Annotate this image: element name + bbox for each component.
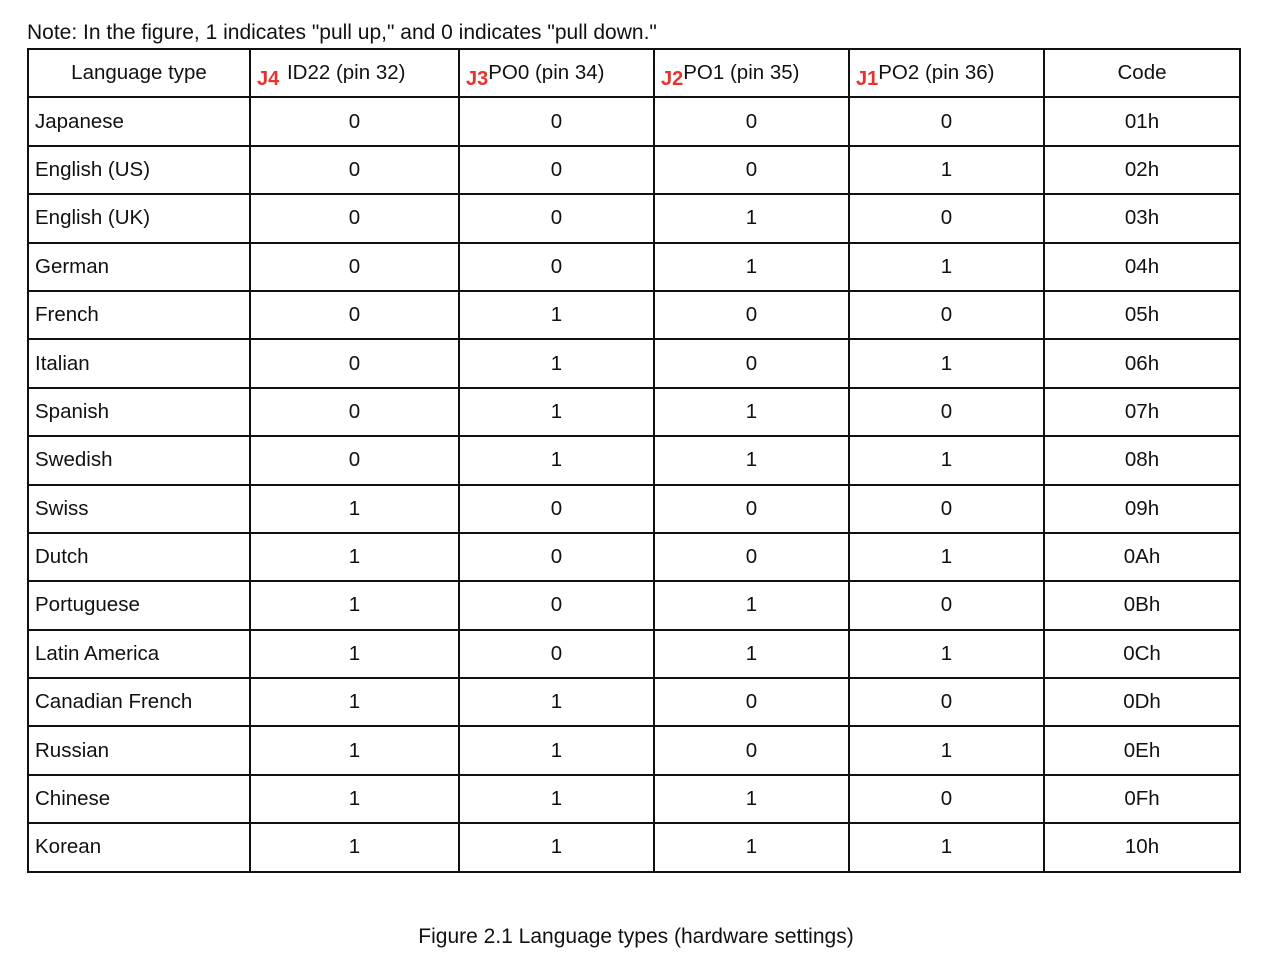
cell-po0: 1: [459, 726, 654, 774]
cell-po0: 0: [459, 243, 654, 291]
cell-code: 0Fh: [1044, 775, 1240, 823]
table-row: [28, 678, 1240, 726]
cell-po1: 0: [654, 97, 849, 145]
cell-po0: 0: [459, 146, 654, 194]
cell-po2: 1: [849, 243, 1044, 291]
cell-language: Korean: [28, 823, 250, 871]
cell-language: German: [28, 243, 250, 291]
cell-po2: 1: [849, 533, 1044, 581]
cell-po1: 0: [654, 726, 849, 774]
cell-po1: 1: [654, 630, 849, 678]
cell-id22: 0: [250, 146, 459, 194]
cell-po2: 1: [849, 339, 1044, 387]
table-row: [28, 823, 1240, 871]
cell-id22: 1: [250, 581, 459, 629]
cell-po1: 1: [654, 436, 849, 484]
cell-po1: 0: [654, 533, 849, 581]
cell-language: Chinese: [28, 775, 250, 823]
cell-id22: 1: [250, 726, 459, 774]
cell-language: English (UK): [28, 194, 250, 242]
cell-po1: 0: [654, 485, 849, 533]
cell-po1: 1: [654, 243, 849, 291]
figure-caption: Figure 2.1 Language types (hardware settings): [418, 925, 854, 948]
cell-po0: 1: [459, 775, 654, 823]
cell-po0: 0: [459, 630, 654, 678]
cell-id22: 0: [250, 194, 459, 242]
table-row: [28, 97, 1240, 145]
header-po0: [459, 49, 654, 97]
cell-po2: 1: [849, 146, 1044, 194]
cell-po2: 1: [849, 630, 1044, 678]
cell-language: Spanish: [28, 388, 250, 436]
cell-po0: 1: [459, 436, 654, 484]
cell-po0: 0: [459, 97, 654, 145]
table-row: [28, 291, 1240, 339]
header-po2-label: PO2 (pin 36): [878, 61, 995, 85]
cell-code: 0Eh: [1044, 726, 1240, 774]
jumper-tag-j1: J1: [856, 68, 879, 91]
table-row: [28, 775, 1240, 823]
jumper-tag-j4: J4: [257, 68, 280, 91]
cell-language: Russian: [28, 726, 250, 774]
cell-language: Japanese: [28, 97, 250, 145]
cell-po1: 1: [654, 581, 849, 629]
cell-id22: 0: [250, 243, 459, 291]
table-row: [28, 581, 1240, 629]
cell-po0: 1: [459, 291, 654, 339]
cell-language: Portuguese: [28, 581, 250, 629]
cell-po0: 0: [459, 581, 654, 629]
cell-po2: 0: [849, 775, 1044, 823]
cell-id22: 1: [250, 775, 459, 823]
cell-po0: 1: [459, 339, 654, 387]
header-id22-label: ID22 (pin 32): [281, 61, 406, 85]
table-row: [28, 436, 1240, 484]
cell-po2: 1: [849, 436, 1044, 484]
header-language-type: Language type: [28, 49, 250, 97]
cell-po1: 1: [654, 775, 849, 823]
cell-po1: 1: [654, 823, 849, 871]
cell-code: 07h: [1044, 388, 1240, 436]
cell-code: 09h: [1044, 485, 1240, 533]
cell-code: 0Dh: [1044, 678, 1240, 726]
cell-id22: 0: [250, 97, 459, 145]
cell-po1: 1: [654, 388, 849, 436]
cell-po0: 1: [459, 823, 654, 871]
table-row: [28, 243, 1240, 291]
cell-language: Swiss: [28, 485, 250, 533]
cell-po0: 0: [459, 485, 654, 533]
table-row: [28, 339, 1240, 387]
cell-po2: 1: [849, 726, 1044, 774]
cell-po1: 0: [654, 146, 849, 194]
cell-language: French: [28, 291, 250, 339]
cell-po0: 0: [459, 533, 654, 581]
cell-po2: 0: [849, 97, 1044, 145]
cell-code: 03h: [1044, 194, 1240, 242]
header-po2: [849, 49, 1044, 97]
header-po1: [654, 49, 849, 97]
cell-po1: 0: [654, 339, 849, 387]
cell-po2: 0: [849, 678, 1044, 726]
cell-id22: 1: [250, 485, 459, 533]
cell-po2: 0: [849, 388, 1044, 436]
cell-id22: 1: [250, 533, 459, 581]
header-id22: [250, 49, 459, 97]
header-po0-label: PO0 (pin 34): [488, 61, 605, 85]
jumper-tag-j2: J2: [661, 68, 684, 91]
table-row: [28, 194, 1240, 242]
cell-po2: 0: [849, 485, 1044, 533]
cell-code: 08h: [1044, 436, 1240, 484]
table-row: [28, 533, 1240, 581]
cell-po1: 1: [654, 194, 849, 242]
cell-id22: 0: [250, 436, 459, 484]
cell-language: Latin America: [28, 630, 250, 678]
table-header-row: [28, 49, 1240, 97]
cell-language: English (US): [28, 146, 250, 194]
cell-po0: 0: [459, 194, 654, 242]
cell-code: 0Ch: [1044, 630, 1240, 678]
cell-po2: 0: [849, 194, 1044, 242]
cell-po0: 1: [459, 388, 654, 436]
table-body: [28, 97, 1240, 871]
cell-id22: 0: [250, 339, 459, 387]
table-row: [28, 630, 1240, 678]
cell-po1: 0: [654, 291, 849, 339]
cell-language: Italian: [28, 339, 250, 387]
cell-code: 04h: [1044, 243, 1240, 291]
cell-language: Canadian French: [28, 678, 250, 726]
language-type-table: [27, 48, 1241, 873]
cell-language: Dutch: [28, 533, 250, 581]
cell-id22: 1: [250, 823, 459, 871]
cell-id22: 0: [250, 291, 459, 339]
cell-po1: 0: [654, 678, 849, 726]
jumper-tag-j3: J3: [466, 68, 489, 91]
cell-code: 06h: [1044, 339, 1240, 387]
cell-id22: 1: [250, 678, 459, 726]
cell-po2: 0: [849, 291, 1044, 339]
header-po1-label: PO1 (pin 35): [683, 61, 800, 85]
cell-po2: 0: [849, 581, 1044, 629]
cell-code: 01h: [1044, 97, 1240, 145]
cell-code: 0Ah: [1044, 533, 1240, 581]
figure-note: Note: In the figure, 1 indicates "pull up," and 0 indicates "pull down.": [27, 21, 657, 44]
table-row: [28, 146, 1240, 194]
table-row: [28, 485, 1240, 533]
table-row: [28, 726, 1240, 774]
cell-code: 02h: [1044, 146, 1240, 194]
header-code: Code: [1044, 49, 1240, 97]
cell-id22: 1: [250, 630, 459, 678]
cell-language: Swedish: [28, 436, 250, 484]
cell-id22: 0: [250, 388, 459, 436]
cell-po0: 1: [459, 678, 654, 726]
cell-po2: 1: [849, 823, 1044, 871]
cell-code: 10h: [1044, 823, 1240, 871]
cell-code: 0Bh: [1044, 581, 1240, 629]
cell-code: 05h: [1044, 291, 1240, 339]
table-row: [28, 388, 1240, 436]
